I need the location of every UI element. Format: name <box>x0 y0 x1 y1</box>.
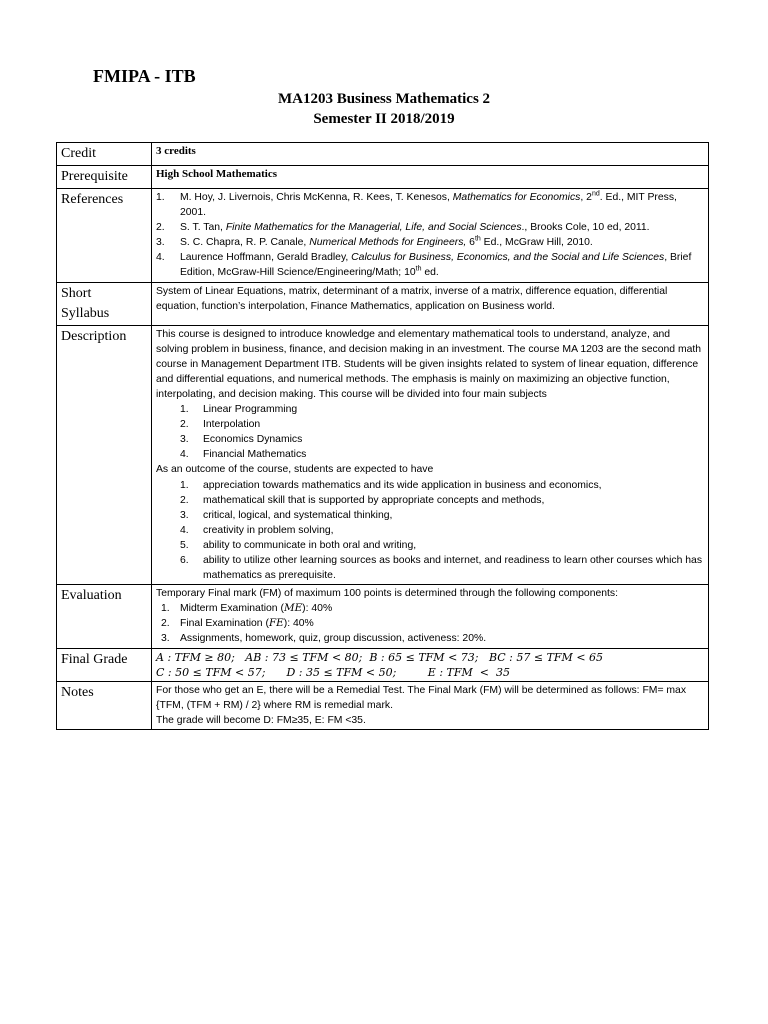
semester-title: Semester II 2018/2019 <box>313 111 455 127</box>
row-description <box>57 325 709 585</box>
list-item: 3. critical, logical, and systematical thinking, <box>180 509 393 521</box>
list-item: 4. creativity in problem solving, <box>180 524 334 536</box>
row-references <box>57 189 709 283</box>
evaluation-list <box>156 601 704 646</box>
notes-text: For those who get an E, there will be a Remedial Test. The Final Mark (FM) will be determined as follows: FM= max {TFM, (TFM + RM) / 2} where RM is remedial mark. <box>156 684 687 711</box>
short-syllabus-value: System of Linear Equations, matrix, determinant of a matrix, inverse of a matrix, difference equation, differential equation, function’s interpolation, Finance Mathematics, application on Business world. <box>152 282 709 325</box>
row-short-syllabus <box>57 282 709 325</box>
row-notes <box>57 681 709 729</box>
references-list <box>156 190 704 281</box>
list-item: 2. Final Examination (FE): 40% <box>161 617 314 630</box>
list-item: 1. Midterm Examination (ME): 40% <box>161 602 333 615</box>
list-item: 5. ability to communicate in both oral and writing, <box>180 539 417 551</box>
syllabus-table <box>56 142 709 730</box>
description-intro: This course is designed to introduce knowledge and elementary mathematical tools to understand, analyze, and solving problem in business, finance, and decision making in an investment. The course MA 1203 are the second math course in Management Department ITB. Students will be given insights related to system of linear equation, difference and differential equations, and numerical methods. The emphasis is mainly on maximizing an objective function, interpolating, and decision making. This course will be divided into four main subjects <box>156 328 702 400</box>
row-prerequisite <box>57 166 709 189</box>
credit-value: 3 credits <box>156 145 196 157</box>
prerequisite-value: High School Mathematics <box>156 168 277 180</box>
description-label: Description <box>57 325 152 585</box>
evaluation-intro: Temporary Final mark (FM) of maximum 100 points is determined through the following components: <box>156 588 618 600</box>
notes-label: Notes <box>57 681 152 729</box>
references-label: References <box>57 189 152 283</box>
short-syllabus-label: Short Syllabus <box>57 282 152 325</box>
outcome-intro: As an outcome of the course, students are expected to have <box>156 464 434 476</box>
list-item: 2. Interpolation <box>180 419 261 431</box>
reference-item: 1. M. Hoy, J. Livernois, Chris McKenna, R. Kees, T. Kenesos, Mathematics for Economics, 2nd. Ed., MIT Press, 2001. <box>156 190 677 219</box>
org-name: FMIPA - ITB <box>93 66 196 86</box>
evaluation-label: Evaluation <box>57 585 152 648</box>
list-item: 3. Assignments, homework, quiz, group discussion, activeness: 20%. <box>161 633 487 645</box>
row-credit <box>57 143 709 166</box>
course-title: MA1203 Business Mathematics 2 <box>277 91 491 107</box>
subjects-list <box>156 402 704 462</box>
prerequisite-label: Prerequisite <box>57 166 152 189</box>
credit-label: Credit <box>57 143 152 166</box>
list-item: 2. mathematical skill that is supported by appropriate concepts and methods, <box>180 494 545 506</box>
grade-line: C : 50 ≤ TFM < 57; D : 35 ≤ TFM < 50; E : TFM < 35 <box>156 665 510 679</box>
list-item: 1. appreciation towards mathematics and its wide application in business and economics, <box>180 479 602 491</box>
list-item: 1. Linear Programming <box>180 404 298 416</box>
reference-item: 3. S. C. Chapra, R. P. Canale, Numerical Methods for Engineers, 6th Ed., McGraw Hill, 2010. <box>156 235 593 249</box>
row-evaluation <box>57 585 709 648</box>
reference-item: 4. Laurence Hoffmann, Gerald Bradley, Calculus for Business, Economics, and the Social and Life Sciences, Brief Edition, McGraw-Hill Science/Engineering/Math; 10th ed. <box>156 252 692 279</box>
notes-text: The grade will become D: FM≥35, E: FM <35. <box>156 714 366 726</box>
reference-item: 2. S. T. Tan, Finite Mathematics for the Managerial, Life, and Social Sciences., Brooks Cole, 10 ed, 2011. <box>156 222 650 234</box>
outcomes-list <box>156 478 704 584</box>
list-item: 6. ability to utilize other learning sources as books and internet, and readiness to learn other courses which has mathematics as prerequisite. <box>180 554 703 582</box>
final-grade-label: Final Grade <box>57 648 152 681</box>
grade-line: A : TFM ≥ 80; AB : 73 ≤ TFM < 80; B : 65 ≤ TFM < 73; BC : 57 ≤ TFM < 65 <box>156 650 604 664</box>
list-item: 3. Economics Dynamics <box>180 434 303 446</box>
row-final-grade <box>57 648 709 681</box>
list-item: 4. Financial Mathematics <box>180 449 307 461</box>
